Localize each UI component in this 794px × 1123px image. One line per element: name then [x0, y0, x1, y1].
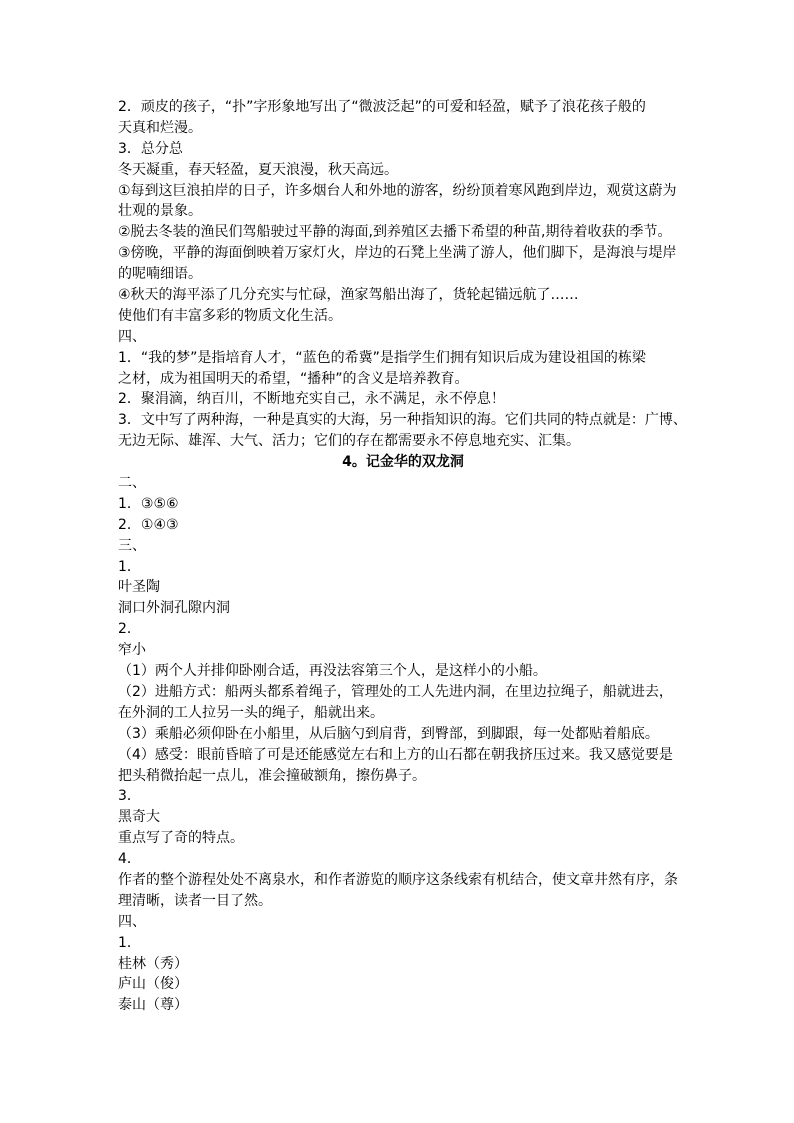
text-line: ③傍晚，平静的海面倒映着万家灯火，岸边的石凳上坐满了游人，他们脚下，是海浪与堤岸 [118, 245, 677, 262]
text-line: 2．聚涓滴，纳百川，不断地充实自己，永不满足，永不停息！ [118, 391, 505, 408]
text-line: （4）感受：眼前昏暗了可是还能感觉左右和上方的山石都在朝我挤压过来。我又感觉要是 [118, 746, 673, 763]
text-line: 使他们有丰富多彩的物质文化生活。 [118, 307, 342, 324]
text-line: ①每到这巨浪拍岸的日子，许多烟台人和外地的游客，纷纷顶着寒风跑到岸边，观赏这蔚为 [118, 182, 677, 199]
text-line: 之材，成为祖国明天的希望，“播种”的含义是培养教育。 [118, 370, 469, 387]
text-line: 重点写了奇的特点。 [118, 830, 244, 847]
text-line: 3．总分总 [118, 140, 183, 157]
lesson-title: 4。记金华的双龙洞 [342, 454, 464, 471]
text-line: 叶圣陶 [118, 579, 160, 596]
text-line: （1）两个人并排仰卧刚合适，再没法容第三个人，是这样小的小船。 [118, 663, 547, 680]
text-line: 3． [118, 788, 141, 805]
text-line: 2．①④③ [118, 516, 179, 533]
text-line: 理清晰，读者一目了然。 [118, 892, 272, 909]
text-line: ④秋天的海平添了几分充实与忙碌，渔家驾船出海了，货轮起锚远航了…… [118, 287, 579, 304]
section-heading: 二、 [118, 475, 146, 492]
text-line: 在外洞的工人拉另一头的绳子，船就出来。 [118, 704, 384, 721]
section-heading: 四、 [118, 328, 146, 345]
section-heading: 三、 [118, 537, 146, 554]
text-line: 黑奇大 [118, 809, 160, 826]
text-line: 1．③⑤⑥ [118, 495, 179, 512]
text-line: 1．“我的梦”是指培育人才，“蓝色的希冀”是指学生们拥有知识后成为建设祖国的栋梁 [118, 349, 646, 366]
text-line: （2）进船方式：船两头都系着绳子，管理处的工人先进内洞，在里边拉绳子，船就进去， [118, 683, 673, 700]
text-line: 天真和烂漫。 [118, 119, 202, 136]
text-line: （3）乘船必须仰卧在小船里，从后脑勺到肩背，到臀部，到脚跟，每一处都贴着船底。 [118, 725, 659, 742]
text-line: 1． [118, 934, 141, 951]
section-heading: 四、 [118, 913, 146, 930]
text-line: 2． [118, 621, 141, 638]
answer-text [118, 97, 688, 1016]
text-line: 3．文中写了两种海，一种是真实的大海，另一种指知识的海。它们共同的特点就是：广博、 [118, 412, 687, 429]
text-line: 壮观的景象。 [118, 203, 202, 220]
text-line: 桂林（秀） [118, 955, 188, 972]
text-line: 的呢喃细语。 [118, 266, 202, 283]
text-line: 洞口外洞孔隙内洞 [118, 600, 230, 617]
text-line: 无边无际、雄浑、大气、活力；它们的存在都需要永不停息地充实、汇集。 [118, 433, 580, 450]
text-line: 作者的整个游程处处不离泉水，和作者游览的顺序这条线索有机结合，使文章井然有序，条 [118, 871, 678, 888]
text-line: 冬天凝重，春天轻盈，夏天浪漫，秋天高远。 [118, 161, 398, 178]
text-line: 4． [118, 851, 141, 868]
text-line: 窄小 [118, 642, 146, 659]
text-line: 庐山（俊） [118, 976, 188, 993]
text-line: 2．顽皮的孩子，“扑”字形象地写出了“微波泛起”的可爱和轻盈，赋予了浪花孩子般的 [118, 99, 646, 115]
text-line: 泰山（尊） [118, 997, 188, 1014]
text-line: 1． [118, 558, 141, 575]
text-line: 把头稍微抬起一点儿，准会撞破额角，擦伤鼻子。 [118, 767, 426, 784]
text-line: ②脱去冬装的渔民们驾船驶过平静的海面,到养殖区去播下希望的种苗,期待着收获的季节。 [118, 224, 672, 241]
